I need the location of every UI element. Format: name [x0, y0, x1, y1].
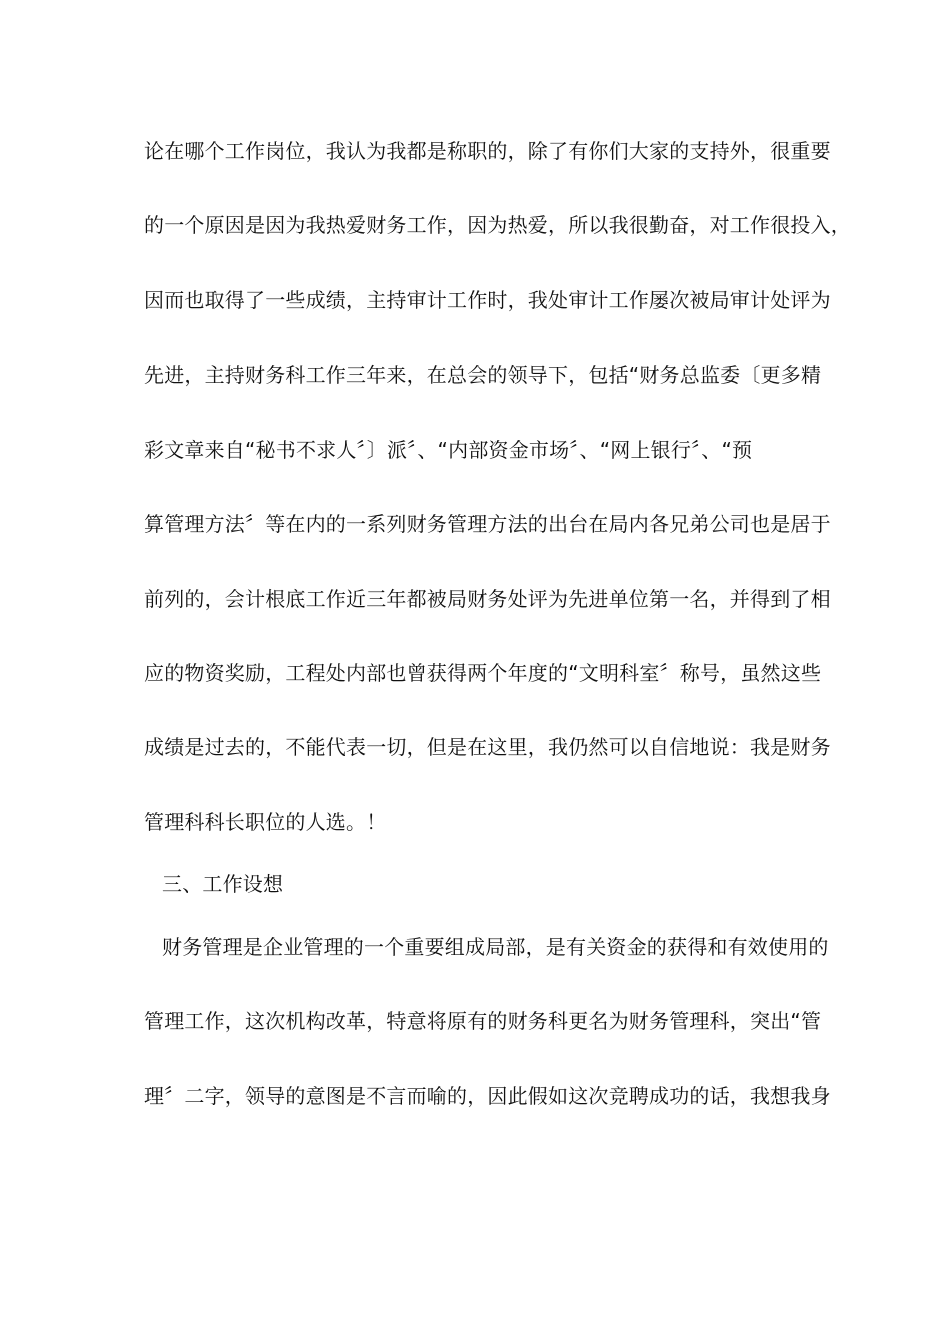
body-text-line: 理〞二字，领导的意图是不言而喻的，因此假如这次竞聘成功的话，我想我身 [144, 1084, 831, 1108]
body-text-line: 论在哪个工作岗位，我认为我都是称职的，除了有你们大家的支持外，很重要 [144, 139, 831, 163]
body-text-line: 前列的，会计根底工作近三年都被局财务处评为先进单位第一名，并得到了相 [144, 587, 831, 611]
body-text-line: 先进，主持财务科工作三年来，在总会的领导下，包括“财务总监委〔更多精 [144, 363, 822, 387]
body-text-line: 算管理方法〞等在内的一系列财务管理方法的出台在局内各兄弟公司也是居于 [144, 512, 831, 536]
section-heading: 三、工作设想 [162, 872, 284, 896]
body-text-line: 管理科科长职位的人选。！ [144, 810, 387, 834]
body-text-line: 彩文章来自“秘书不求人〞〕派〞、“内部资金市场〞、“网上银行〞、“预 [144, 438, 753, 462]
body-text-line: 因而也取得了一些成绩，主持审计工作时，我处审计工作屡次被局审计处评为 [144, 288, 831, 312]
body-text-line: 财务管理是企业管理的一个重要组成局部，是有关资金的获得和有效使用的 [162, 935, 829, 959]
body-text-line: 的一个原因是因为我热爱财务工作，因为热爱，所以我很勤奋，对工作很投入， [144, 213, 851, 237]
body-text-line: 应的物资奖励，工程处内部也曾获得两个年度的“文明科室〞称号，虽然这些 [144, 661, 822, 685]
body-text-line: 管理工作，这次机构改革，特意将原有的财务科更名为财务管理科，突出“管 [144, 1009, 822, 1033]
body-text-line: 成绩是过去的，不能代表一切，但是在这里，我仍然可以自信地说：我是财务 [144, 735, 831, 759]
